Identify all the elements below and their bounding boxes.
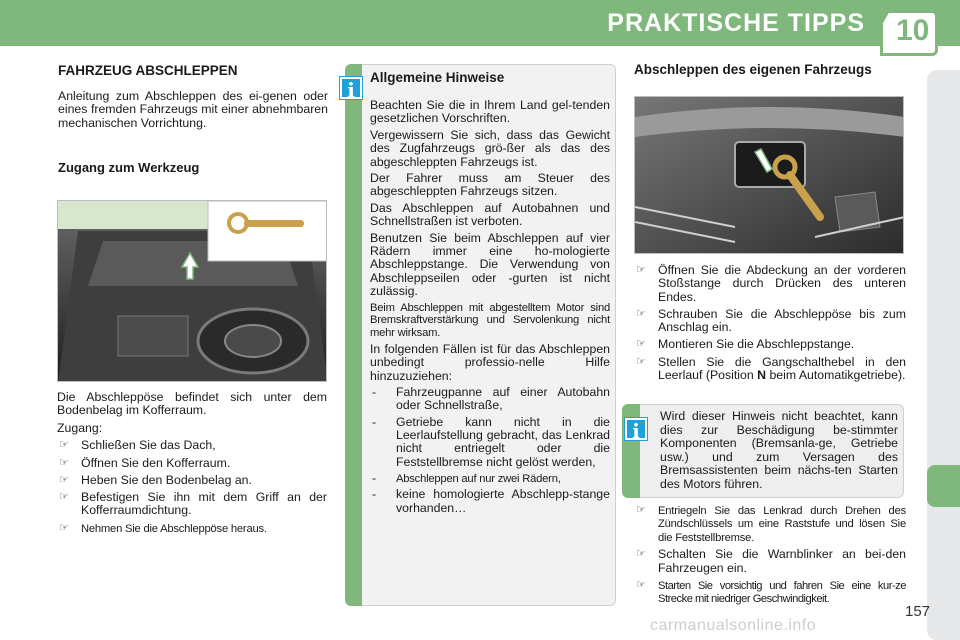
page-number: 157 xyxy=(905,603,931,620)
list-item: ☞ Montieren Sie die Abschleppstange. xyxy=(636,337,855,352)
info-paragraph: Benutzen Sie beim Abschleppen auf vier Rädern immer eine ho-mologierte Abschleppstange. Die Verwendung von Abschleppseilen oder -gurten ist nicht zulässig. xyxy=(370,230,610,299)
list-item: ☞ Schalten Sie die Warnblinker an bei-den Fahrzeugen ein. xyxy=(636,547,906,575)
own-vehicle-steps-2 xyxy=(634,504,906,610)
info-icon: i xyxy=(625,418,647,440)
list-item: - Getriebe kann nicht in die Leerlaufstellung gebracht, das Lenkrad nicht entriegelt oder die Feststellbremse nicht gelöst werden, xyxy=(372,414,610,469)
own-vehicle-steps xyxy=(634,264,906,386)
finger-icon: ☞ xyxy=(636,307,646,320)
towing-eye-illustration xyxy=(634,96,904,254)
finger-icon: ☞ xyxy=(59,456,69,469)
list-item: ☞ Stellen Sie die Gangschalthebel in den Leerlauf (Position N beim Automatikgetriebe). xyxy=(636,354,906,383)
list-item: - keine homologierte Abschlepp-stange vorhanden… xyxy=(372,487,610,515)
info-icon: i xyxy=(340,77,362,99)
access-label: Zugang: xyxy=(57,420,103,435)
finger-icon: ☞ xyxy=(636,264,646,276)
cases-intro: In folgenden Fällen ist für das Abschleppen unbedingt professio-nelle Hilfe hinzuzuziehen: xyxy=(370,341,610,383)
finger-icon: ☞ xyxy=(59,521,69,534)
finger-icon: ☞ xyxy=(636,355,646,368)
list-item: ☞ Starten Sie vorsichtig und fahren Sie eine kur-ze Strecke mit niedriger Geschwindigkeit. xyxy=(636,578,906,606)
side-strip xyxy=(927,70,960,640)
info-heading: Allgemeine Hinweise xyxy=(370,70,505,85)
list-item: ☞ Entriegeln Sie das Lenkrad durch Drehen des Zündschlüssels um eine Raststufe und lösen Sie die Feststellbremse. xyxy=(636,504,906,544)
page-title: PRAKTISCHE TIPPS xyxy=(607,9,865,37)
column-towing-intro xyxy=(58,60,328,175)
section-heading: FAHRZEUG ABSCHLEPPEN xyxy=(58,63,238,78)
info-small-note: Beim Abschleppen mit abgestelltem Motor sind Bremskraftverstärkung und Servolenkung nicht mehr wirksam. xyxy=(370,301,610,339)
own-vehicle-towing xyxy=(634,62,906,77)
list-item: ☞ Öffnen Sie die Abdeckung an der vorderen Stoßstange durch Drücken des unteren Endes. xyxy=(636,263,906,304)
info-paragraph: Beachten Sie die in Ihrem Land gel-tenden gesetzlichen Vorschriften. xyxy=(370,98,610,126)
info-paragraph: Der Fahrer muss am Steuer des abgeschleppten Fahrzeugs sitzen. xyxy=(370,171,610,199)
steps-list xyxy=(634,264,906,382)
list-item: ☞ Schrauben Sie die Abschleppöse bis zum Anschlag ein. xyxy=(636,306,906,335)
trunk-image xyxy=(58,201,327,382)
list-item: ☞ Nehmen Sie die Abschleppöse heraus. xyxy=(59,521,267,535)
info-box-accent xyxy=(345,64,363,606)
steps-list-2 xyxy=(634,504,906,606)
access-steps xyxy=(57,439,327,535)
finger-icon: ☞ xyxy=(636,504,646,516)
list-item: ☞ Heben Sie den Bodenbelag an. xyxy=(59,472,252,487)
watermark: carmanualsonline.info xyxy=(650,617,817,634)
list-item: ☞ Befestigen Sie ihn mit dem Griff an der Kofferraumdichtung. xyxy=(59,490,327,518)
finger-icon: ☞ xyxy=(636,548,646,561)
finger-icon: ☞ xyxy=(59,439,69,452)
list-item: - Abschleppen auf nur zwei Rädern, xyxy=(372,470,561,485)
chapter-number: 10 xyxy=(896,14,930,47)
trunk-illustration xyxy=(57,200,327,382)
intro-text: Anleitung zum Abschleppen des ei-genen oder eines fremden Fahrzeugs mit einer abnehmbaren mechanischen Vorrichtung. xyxy=(58,89,328,130)
location-text: Die Abschleppöse befindet sich unter dem Bodenbelag im Kofferraum. xyxy=(57,390,327,418)
general-notes xyxy=(370,70,610,518)
towing-image xyxy=(635,97,904,254)
finger-icon: ☞ xyxy=(59,473,69,486)
col3-heading: Abschleppen des eigenen Fahrzeugs xyxy=(634,62,872,77)
column-tool-access xyxy=(57,391,327,539)
info-paragraph: Das Abschleppen auf Autobahnen und Schnellstraßen ist verboten. xyxy=(370,200,610,229)
list-item: - Fahrzeugpanne auf einer Autobahn oder Schnellstraße, xyxy=(372,385,610,413)
finger-icon: ☞ xyxy=(636,338,646,351)
side-tab[interactable] xyxy=(927,465,960,507)
finger-icon: ☞ xyxy=(59,491,69,504)
finger-icon: ☞ xyxy=(636,578,646,591)
list-item: ☞ Schließen Sie das Dach, xyxy=(59,438,216,453)
info-paragraph: Vergewissern Sie sich, dass das Gewicht des Zugfahrzeugs grö-ßer als das des abgeschleppten Fahrzeugs ist. xyxy=(370,127,610,169)
list-item: ☞ Öffnen Sie den Kofferraum. xyxy=(59,455,231,470)
cases-list xyxy=(370,386,610,515)
gear-position: N xyxy=(757,368,767,383)
warning-text: Wird dieser Hinweis nicht beachtet, kann dies zur Beschädigung be-stimmter Komponenten (Bremsanla-ge, Getriebe usw.) und zum Versagen des Bremsassistenten beim nächs-ten Starten des Motors führen. xyxy=(660,409,898,491)
sub-heading: Zugang zum Werkzeug xyxy=(58,160,200,176)
